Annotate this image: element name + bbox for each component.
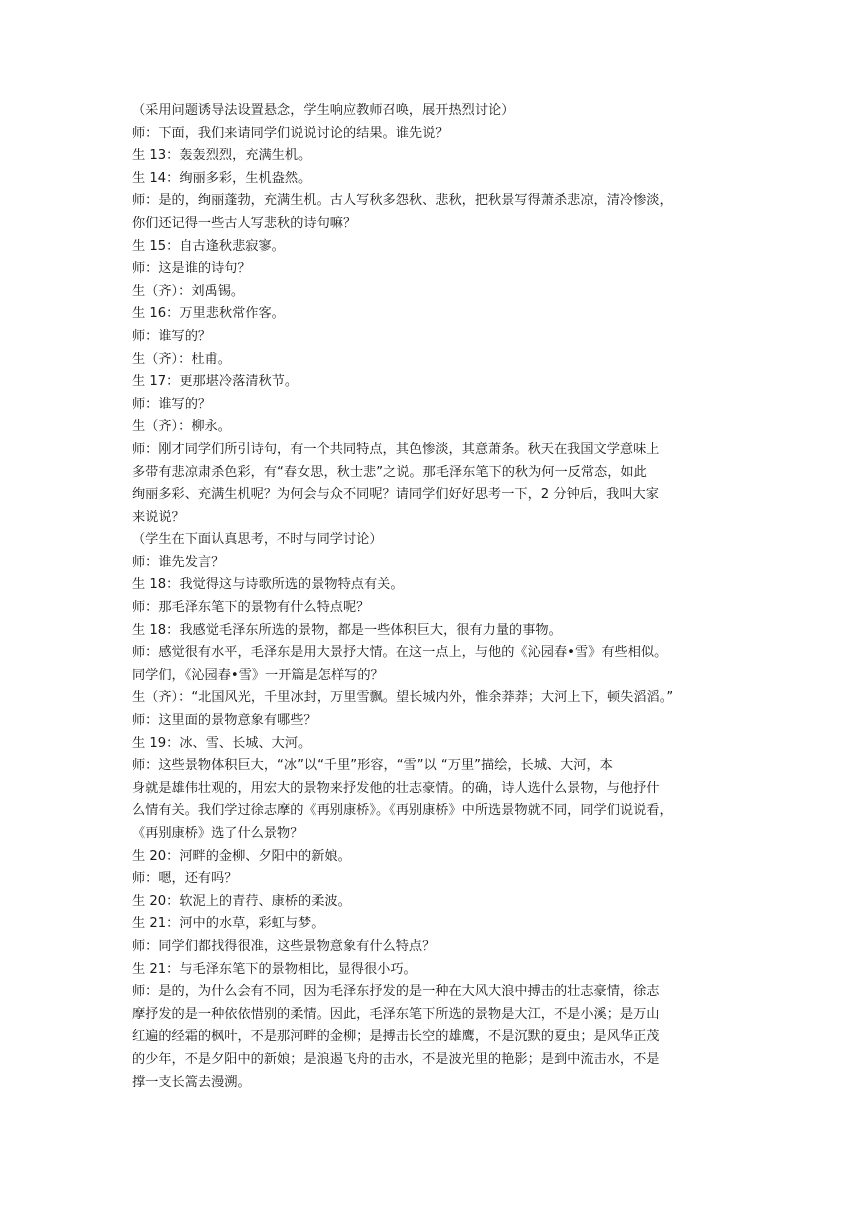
text-line-31: 身就是雄伟壮观的，用宏大的景物来抒发他的壮志豪情。的确，诗人选什么景物，与他抒什 [132, 780, 660, 796]
text-line-36: 生 20：软泥上的青荇、康桥的柔波。 [132, 893, 351, 909]
text-line-24: 生 18：我感觉毛泽东所选的景物，都是一些体积巨大，很有力量的事物。 [132, 622, 562, 638]
text-line-41: 摩抒发的是一种依依惜别的柔情。因此，毛泽东笔下所选的景物是大江，不是小溪；是万山 [132, 1006, 660, 1022]
text-line-23: 师：那毛泽东笔下的景物有什么特点呢？ [132, 600, 370, 616]
text-line-33: 《再别康桥》选了什么景物？ [132, 826, 304, 841]
text-line-14: 师：谁写的？ [132, 396, 212, 412]
text-line-29: 生 19：冰、雪、长城、大河。 [132, 735, 312, 751]
text-line-35: 师：嗯，还有吗？ [132, 871, 238, 887]
text-line-5: 师：是的，绚丽蓬勃，充满生机。古人写秋多怨秋、悲秋，把秋景写得萧杀悲凉，清冷惨淡， [132, 193, 673, 209]
text-line-4: 生 14：绚丽多彩，生机盎然。 [132, 170, 312, 186]
text-line-30: 师：这些景物体积巨大，“冰”以“千里”形容，“雪”以 “万里”描绘，长城、大河，本 [132, 758, 613, 774]
text-line-39: 生 21：与毛泽东笔下的景物相比，显得很小巧。 [132, 961, 417, 977]
text-line-20: （学生在下面认真思考，不时与同学讨论） [132, 532, 383, 548]
text-line-12: 生（齐）：杜甫。 [132, 351, 231, 367]
text-line-37: 生 21：河中的水草，彩虹与梦。 [132, 916, 325, 932]
text-line-22: 生 18：我觉得这与诗歌所选的景物特点有关。 [132, 577, 404, 593]
text-line-16: 师：刚才同学们所引诗句，有一个共同特点，其色惨淡，其意萧条。秋天在我国文学意味上 [132, 441, 660, 457]
text-line-15: 生（齐）：柳永。 [132, 419, 231, 435]
text-line-38: 师：同学们都找得很准，这些景物意象有什么特点？ [132, 938, 436, 954]
text-line-28: 师：这里面的景物意象有哪些？ [132, 713, 317, 729]
text-line-19: 来说说？ [132, 509, 185, 525]
text-line-9: 生（齐）：刘禹锡。 [132, 283, 245, 299]
text-line-7: 生 15：自古逢秋悲寂寥。 [132, 238, 285, 254]
text-line-27: 生（齐）：“北国风光，千里冰封，万里雪飘。望长城内外，惟余莽莽；大河上下，顿失滔滔。” [132, 690, 674, 706]
document-page [132, 100, 740, 1094]
text-line-2: 师：下面，我们来请同学们说说讨论的结果。谁先说？ [132, 125, 449, 141]
text-line-40: 师：是的，为什么会有不同，因为毛泽东抒发的是一种在大风大浪中搏击的壮志豪情，徐志 [132, 984, 660, 1000]
text-line-32: 么情有关。我们学过徐志摩的《再别康桥》。《再别康桥》中所选景物就不同，同学们说说看， [132, 803, 673, 819]
text-line-43: 的少年，不是夕阳中的新娘；是浪遏飞舟的击水，不是波光里的艳影；是到中流击水，不是 [132, 1051, 660, 1067]
text-line-8: 师：这是谁的诗句？ [132, 261, 251, 277]
text-line-1: （采用问题诱导法设置悬念，学生响应教师召唤，展开热烈讨论） [132, 103, 515, 118]
text-line-13: 生 17：更那堪冷落清秋节。 [132, 374, 299, 390]
text-line-18: 绚丽多彩、充满生机呢？为何会与众不同呢？请同学们好好思考一下，2 分钟后，我叫大家 [132, 487, 659, 503]
text-line-26: 同学们，《沁园春•雪》一开篇是怎样写的？ [132, 667, 384, 683]
text-line-21: 师：谁先发言？ [132, 554, 225, 570]
text-line-42: 红遍的经霜的枫叶，不是那河畔的金柳；是搏击长空的雄鹰，不是沉默的夏虫；是风华正茂 [132, 1029, 660, 1045]
text-line-3: 生 13：轰轰烈烈，充满生机。 [132, 148, 312, 164]
text-line-6: 你们还记得一些古人写悲秋的诗句嘛？ [132, 215, 357, 231]
text-line-10: 生 16：万里悲秋常作客。 [132, 306, 285, 322]
text-line-11: 师：谁写的？ [132, 328, 212, 344]
text-line-17: 多带有悲凉肃杀色彩，有“春女思，秋士悲”之说。那毛泽东笔下的秋为何一反常态，如此 [132, 464, 647, 480]
text-line-44: 撑一支长篙去漫溯。 [132, 1074, 251, 1090]
text-line-34: 生 20：河畔的金柳、夕阳中的新娘。 [132, 848, 351, 864]
text-line-25: 师：感觉很有水平，毛泽东是用大景抒大情。在这一点上，与他的《沁园春•雪》有些相似。 [132, 645, 668, 661]
